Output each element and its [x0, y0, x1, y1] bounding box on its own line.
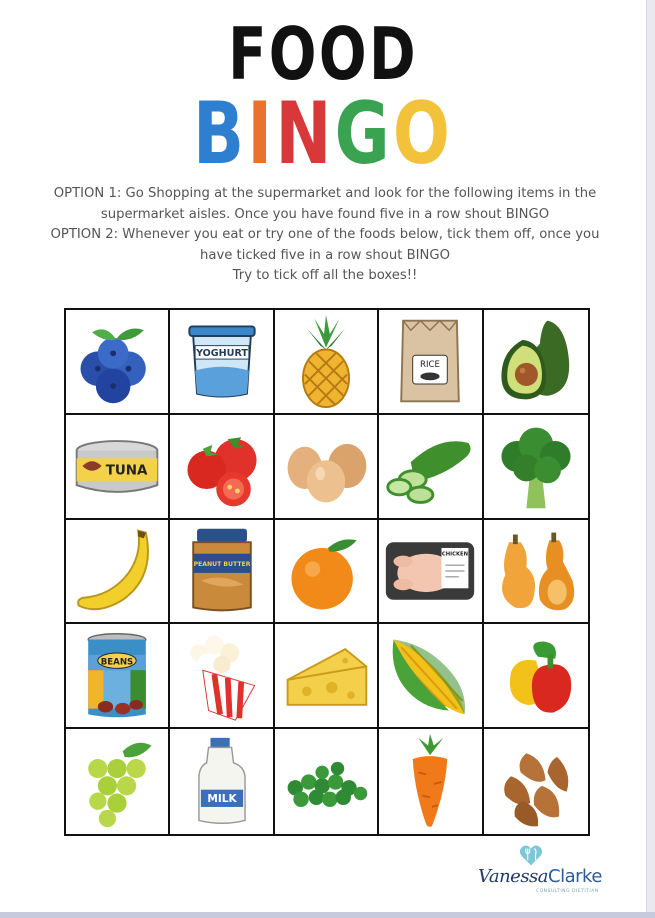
- bingo-cell-eggs[interactable]: [275, 415, 379, 520]
- peas-icon: [278, 734, 374, 830]
- bingo-cell-cucumber[interactable]: [379, 415, 483, 520]
- bingo-cell-avocado[interactable]: [484, 310, 588, 415]
- logo-name: [478, 866, 602, 887]
- bingo-cell-pineapple[interactable]: [275, 310, 379, 415]
- bingo-cell-milk[interactable]: [170, 729, 274, 834]
- bingo-cell-cheese[interactable]: [275, 624, 379, 729]
- bingo-cell-chicken[interactable]: [379, 520, 483, 625]
- bingo-cell-peas[interactable]: [275, 729, 379, 834]
- bingo-cell-tuna[interactable]: [66, 415, 170, 520]
- rice-bag-icon: [382, 313, 478, 409]
- instruction-line: OPTION 2: Whenever you eat or try one of the foods below, tick them off, once you: [50, 227, 600, 242]
- bingo-letter-n: N: [275, 84, 335, 184]
- instruction-line: have ticked five in a row shout BINGO: [200, 247, 450, 263]
- cucumber-icon: [382, 418, 478, 514]
- instructions: [20, 184, 630, 287]
- corn-icon: [382, 628, 478, 724]
- avocado-icon: [488, 313, 584, 409]
- bingo-cell-tomatoes[interactable]: [170, 415, 274, 520]
- chicken-label: CHICKEN: [442, 551, 469, 558]
- chicken-icon: [382, 523, 478, 619]
- banana-icon: [69, 523, 165, 619]
- peanut-butter-label: PEANUT BUTTER: [193, 561, 251, 569]
- bingo-letter-i: I: [247, 84, 276, 184]
- bingo-cell-orange[interactable]: [275, 520, 379, 625]
- yoghurt-icon: [174, 313, 270, 409]
- popcorn-icon: [174, 628, 270, 724]
- eggs-icon: [278, 418, 374, 514]
- cheese-icon: [278, 628, 374, 724]
- bingo-cell-yoghurt[interactable]: [170, 310, 274, 415]
- page-edge-bottom: [0, 912, 655, 918]
- title-bingo: [71, 84, 575, 184]
- bingo-cell-almonds[interactable]: [484, 729, 588, 834]
- bingo-grid: [64, 308, 590, 836]
- bingo-cell-banana[interactable]: [66, 520, 170, 625]
- instruction-line: supermarket aisles. Once you have found five in a row shout BINGO: [100, 206, 550, 222]
- instruction-line: OPTION 1: Go Shopping at the supermarket and look for the following items in the: [53, 186, 597, 201]
- bingo-cell-peppers[interactable]: [484, 624, 588, 729]
- almonds-icon: [488, 734, 584, 830]
- bingo-cell-corn[interactable]: [379, 624, 483, 729]
- heart-cutlery-icon: [518, 842, 544, 868]
- butternut-squash-icon: [488, 523, 584, 619]
- bingo-letter-b: B: [193, 84, 248, 184]
- page-edge-right: [646, 0, 655, 918]
- instruction-line: Try to tick off all the boxes!!: [232, 268, 418, 283]
- pineapple-icon: [278, 313, 374, 409]
- peanut-butter-icon: [174, 523, 270, 619]
- logo-first-name: Vanessa: [478, 866, 549, 887]
- bingo-cell-grapes[interactable]: [66, 729, 170, 834]
- tuna-label: TUNA: [105, 463, 148, 479]
- bingo-letter-g: G: [334, 84, 393, 184]
- title-food: FOOD: [228, 12, 418, 96]
- bingo-letter-o: O: [392, 84, 453, 184]
- broccoli-icon: [488, 418, 584, 514]
- milk-icon: [174, 734, 270, 830]
- tomatoes-icon: [174, 418, 270, 514]
- logo-tagline: CONSULTING DIETITIAN: [536, 889, 599, 894]
- beans-can-icon: [69, 628, 165, 724]
- bingo-cell-beans[interactable]: [66, 624, 170, 729]
- bingo-cell-butternut-squash[interactable]: [484, 520, 588, 625]
- rice-label: RICE: [420, 360, 441, 371]
- yoghurt-label: YOGHURT: [195, 348, 248, 360]
- beans-label: BEANS: [100, 657, 134, 668]
- milk-label: MILK: [206, 792, 237, 805]
- peppers-icon: [488, 628, 584, 724]
- bingo-cell-broccoli[interactable]: [484, 415, 588, 520]
- brand-logo: [478, 842, 618, 902]
- logo-last-name: Clarke: [548, 866, 602, 887]
- bingo-cell-blueberries[interactable]: [66, 310, 170, 415]
- bingo-cell-carrot[interactable]: [379, 729, 483, 834]
- tuna-can-icon: [69, 418, 165, 514]
- bingo-cell-rice[interactable]: [379, 310, 483, 415]
- grapes-icon: [69, 734, 165, 830]
- carrot-icon: [382, 734, 478, 830]
- bingo-cell-peanut-butter[interactable]: [170, 520, 274, 625]
- blueberries-icon: [69, 313, 165, 409]
- bingo-cell-popcorn[interactable]: [170, 624, 274, 729]
- orange-icon: [278, 523, 374, 619]
